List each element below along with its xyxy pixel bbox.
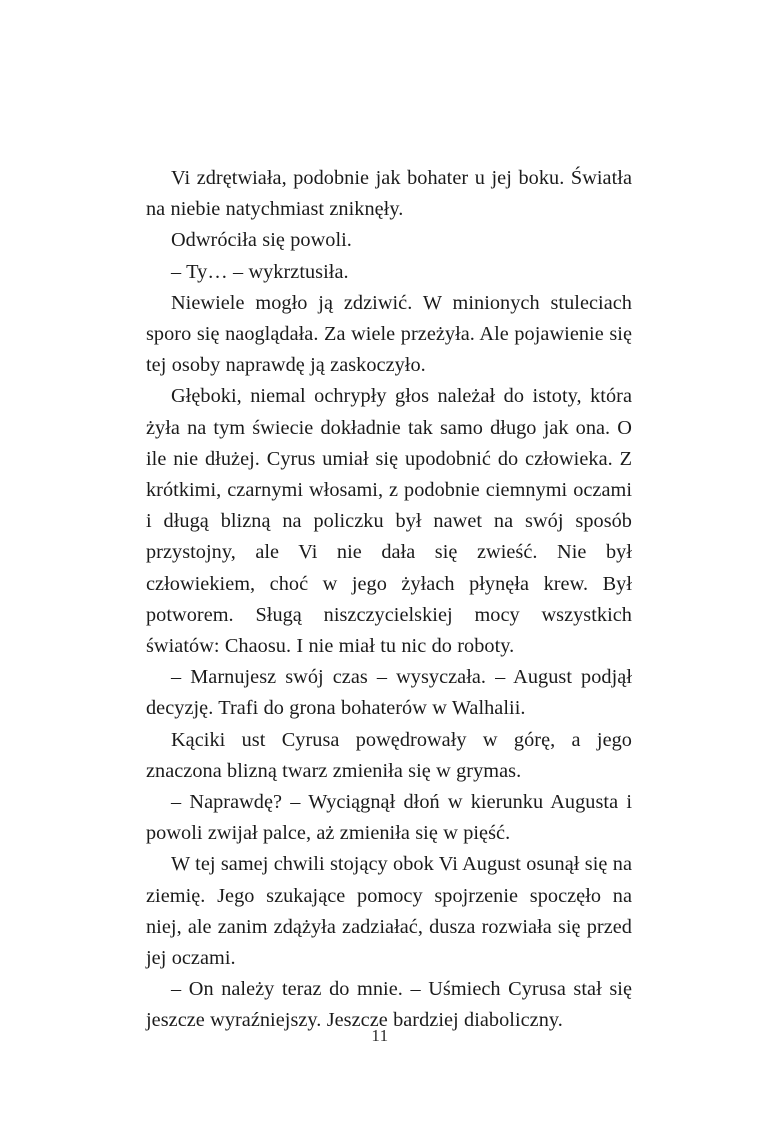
paragraph: Niewiele mogło ją zdziwić. W minionych stuleciach sporo się naoglądała. Za wiele przeżyła. Ale pojawienie się tej osoby naprawdę ją zaskoczyło. [146, 291, 632, 377]
paragraph: – Naprawdę? – Wyciągnął dłoń w kierunku Augusta i powoli zwijał palce, aż zmieniła się w pięść. [146, 791, 632, 845]
paragraph: – On należy teraz do mnie. – Uśmiech Cyrusa stał się jeszcze wyraźniejszy. Jeszcze bardziej diaboliczny. [146, 978, 632, 1032]
page-number: 11 [371, 1026, 389, 1045]
paragraph: – Ty… – wykrztusiła. [171, 260, 349, 283]
paragraph: Kąciki ust Cyrusa powędrowały w górę, a jego znaczona blizną twarz zmieniła się w grymas. [146, 728, 632, 782]
page-text-block [146, 163, 632, 1037]
paragraph: – Marnujesz swój czas – wysyczała. – August podjął decyzję. Trafi do grona bohaterów w Walhalii. [146, 666, 632, 720]
paragraph: Odwróciła się powoli. [171, 229, 352, 252]
paragraph: Vi zdrętwiała, podobnie jak bohater u jej boku. Światła na niebie natychmiast zniknęły. [146, 167, 632, 221]
paragraph: W tej samej chwili stojący obok Vi August osunął się na ziemię. Jego szukające pomocy spojrzenie spoczęło na niej, ale zanim zdążyła zadziałać, dusza rozwiała się przed jej oczami. [146, 853, 632, 970]
paragraph: Głęboki, niemal ochrypły głos należał do istoty, która żyła na tym świecie dokładnie tak samo długo jak ona. O ile nie dłużej. Cyrus umiał się upodobnić do człowieka. Z krótkimi, czarnymi włosami, z podobnie ciemnymi oczami i długą blizną na policzku był nawet na swój sposób przystojny, ale Vi nie dała się zwieść. Nie był człowiekiem, choć w jego żyłach płynęła krew. Był potworem. Sługą niszczycielskiej mocy wszystkich światów: Chaosu. I nie miał tu nic do roboty. [146, 385, 632, 658]
